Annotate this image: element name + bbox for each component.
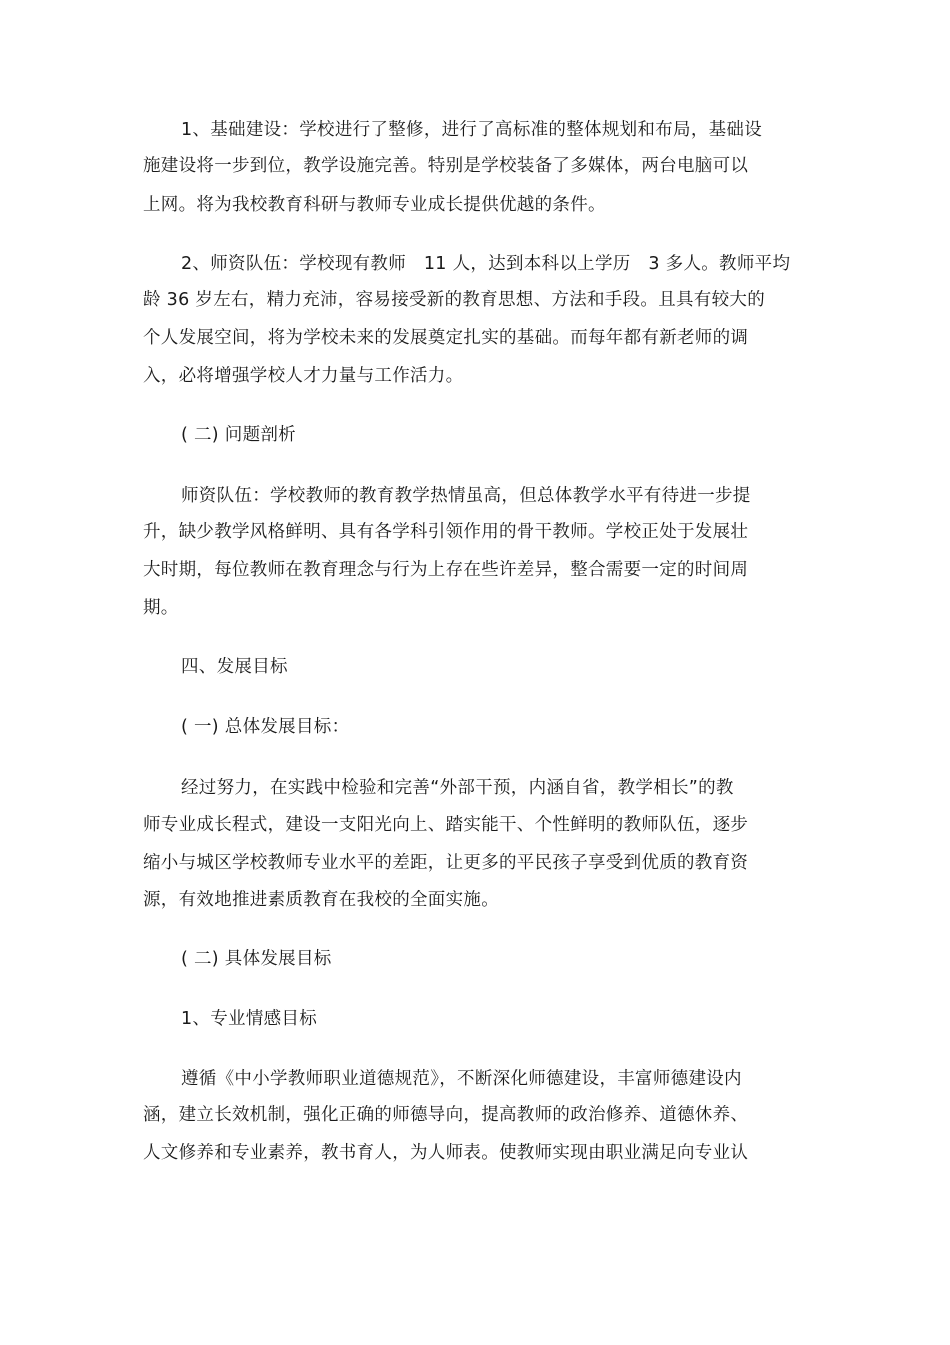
paragraph-3-line-1: 师资队伍：学校教师的教育教学热情虽高，但总体教学水平有待进一步提 <box>181 486 751 506</box>
paragraph-4-line-4: 源，有效地推进素质教育在我校的全面实施。 <box>143 890 499 910</box>
paragraph-3-line-4: 期。 <box>143 598 179 618</box>
paragraph-4-line-1: 经过努力，在实践中检验和完善“外部干预，内涵自省，教学相长”的教 <box>181 778 734 798</box>
section-heading-professional-emotion: 1、专业情感目标 <box>181 1009 318 1029</box>
paragraph-2-line-4: 入，必将增强学校人才力量与工作活力。 <box>143 366 464 386</box>
paragraph-3-line-3: 大时期，每位教师在教育理念与行为上存在些许差异，整合需要一定的时间周 <box>143 560 749 580</box>
paragraph-5-line-1: 遵循《中小学教师职业道德规范》，不断深化师德建设，丰富师德建设内 <box>181 1069 742 1089</box>
section-heading-development-goals: 四、发展目标 <box>181 657 288 677</box>
paragraph-4-line-3: 缩小与城区学校教师专业水平的差距，让更多的平民孩子享受到优质的教育资 <box>143 853 749 873</box>
paragraph-1-line-1: 1、基础建设：学校进行了整修，进行了高标准的整体规划和布局，基础设 <box>181 120 763 140</box>
paragraph-5-line-2: 涵，建立长效机制，强化正确的师德导向，提高教师的政治修养、道德休养、 <box>143 1105 749 1125</box>
paragraph-2-line-3: 个人发展空间，将为学校未来的发展奠定扎实的基础。而每年都有新老师的调 <box>143 328 749 348</box>
paragraph-3-line-2: 升，缺少教学风格鲜明、具有各学科引领作用的骨干教师。学校正处于发展壮 <box>143 522 749 542</box>
paragraph-4-line-2: 师专业成长程式，建设一支阳光向上、踏实能干、个性鲜明的教师队伍，逐步 <box>143 815 749 835</box>
paragraph-1-line-2: 施建设将一步到位，教学设施完善。特别是学校装备了多媒体，两台电脑可以 <box>143 156 749 176</box>
paragraph-2-line-2: 龄 36 岁左右，精力充沛，容易接受新的教育思想、方法和手段。且具有较大的 <box>143 290 765 310</box>
paragraph-1-line-3: 上网。将为我校教育科研与教师专业成长提供优越的条件。 <box>143 195 606 215</box>
section-heading-problem-analysis: ( 二) 问题剖析 <box>181 425 296 445</box>
paragraph-5-line-3: 人文修养和专业素养，教书育人，为人师表。使教师实现由职业满足向专业认 <box>143 1143 749 1163</box>
section-heading-overall-goal: ( 一) 总体发展目标： <box>181 717 350 737</box>
section-heading-specific-goals: ( 二) 具体发展目标 <box>181 949 332 969</box>
paragraph-2-line-1: 2、师资队伍：学校现有教师 11 人，达到本科以上学历 3 多人。教师平均 <box>181 254 791 274</box>
